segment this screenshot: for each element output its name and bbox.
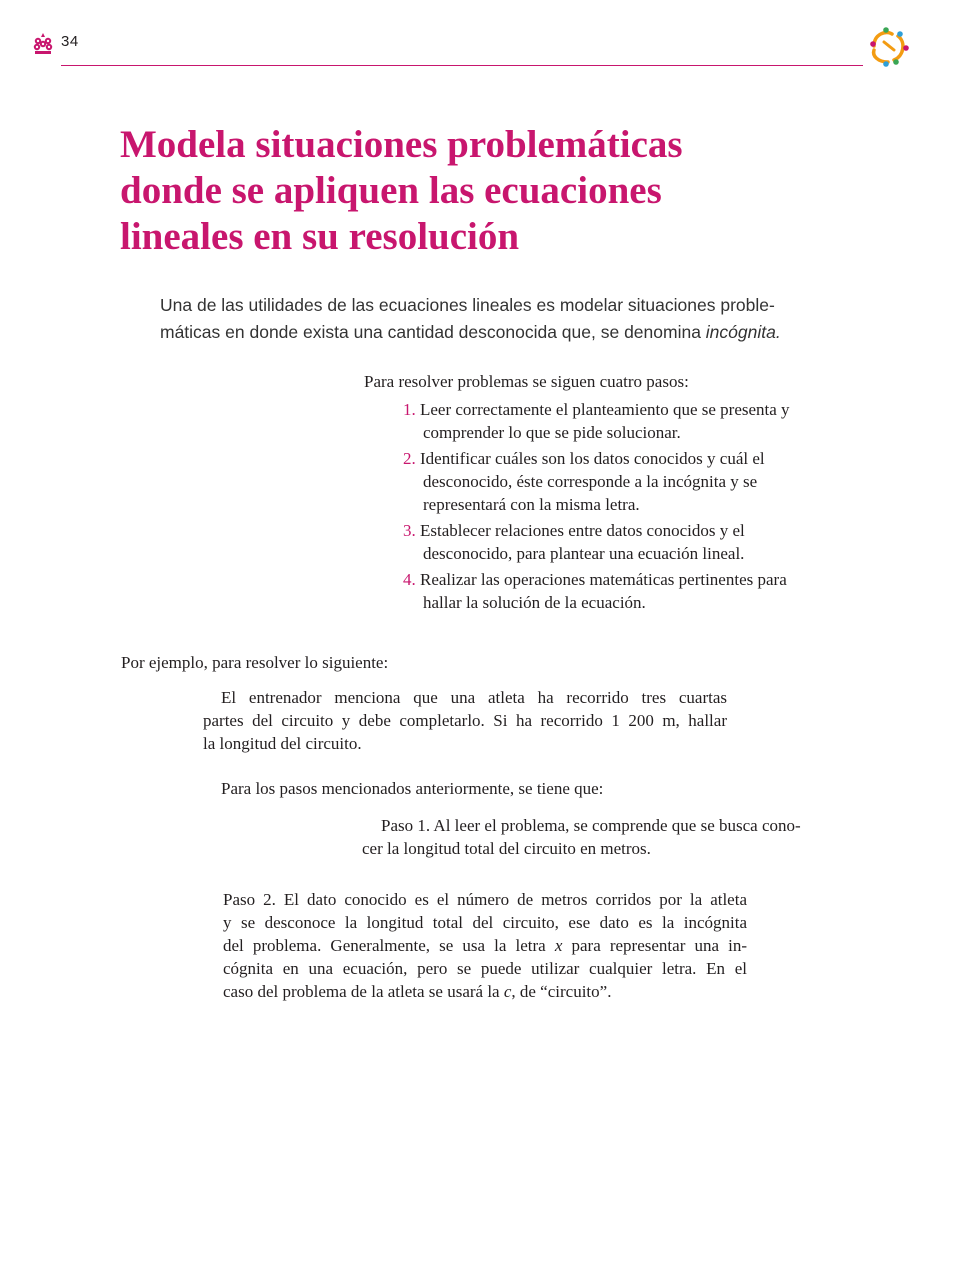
step-number: 3. xyxy=(403,521,416,540)
step-text: representará con la misma letra. xyxy=(423,495,640,514)
people-circle-logo-icon xyxy=(866,26,910,68)
title-line: lineales en su resolución xyxy=(120,215,520,258)
book-emblem-icon xyxy=(33,33,53,55)
paso-2-line: Paso 2. El dato conocido es el número de metros corridos por la atleta xyxy=(223,890,747,909)
intro-paragraph xyxy=(160,292,820,346)
intro-line: Una de las utilidades de las ecuaciones lineales es modelar situaciones proble- xyxy=(160,295,775,315)
paso-1-line: Paso 1. Al leer el problema, se comprende que se busca cono- xyxy=(381,816,801,835)
step-text: Establecer relaciones entre datos conocidos y el xyxy=(420,521,745,540)
intro-term: incógnita. xyxy=(705,322,781,342)
steps-list xyxy=(403,398,843,617)
steps-note: Para los pasos mencionados anteriormente, se tiene que: xyxy=(221,779,604,798)
problem-line: la longitud del circuito. xyxy=(203,734,362,753)
paso-2-text: caso del problema de la atleta se usará la xyxy=(223,982,504,1001)
step-number: 2. xyxy=(403,449,416,468)
paso-2-line: cógnita en una ecuación, pero se puede utilizar cualquier letra. En el xyxy=(223,959,747,978)
step-item xyxy=(403,398,843,444)
example-intro: Por ejemplo, para resolver lo siguiente: xyxy=(121,653,389,672)
step-text: desconocido, para plantear una ecuación lineal. xyxy=(423,544,745,563)
step-text: desconocido, éste corresponde a la incógnita y se xyxy=(423,472,758,491)
paso-2-paragraph xyxy=(223,888,747,1003)
step-item xyxy=(403,568,843,614)
step-item xyxy=(403,519,843,565)
variable-c: c xyxy=(503,982,512,1001)
intro-line xyxy=(160,319,820,346)
problem-statement xyxy=(203,686,727,755)
problem-line: El entrenador menciona que una atleta ha recorrido tres cuartas xyxy=(221,688,727,707)
step-text: Realizar las operaciones matemáticas pertinentes para xyxy=(420,570,787,589)
step-number: 4. xyxy=(403,570,416,589)
step-text: Identificar cuáles son los datos conocidos y cuál el xyxy=(420,449,765,468)
paso-1-line: cer la longitud total del circuito en metros. xyxy=(362,839,651,858)
page-number: 34 xyxy=(61,33,79,50)
problem-line: partes del circuito y debe completarlo. Si ha recorrido 1 200 m, hallar xyxy=(203,711,727,730)
paso-2-line xyxy=(223,980,747,1003)
step-text: Leer correctamente el planteamiento que se presenta y xyxy=(420,400,790,419)
title-line: donde se apliquen las ecuaciones xyxy=(120,169,662,212)
intro-text: máticas en donde exista una cantidad desconocida que, se denomina xyxy=(160,322,706,342)
paso-2-text: del problema. Generalmente, se usa la letra xyxy=(223,936,555,955)
paso-2-text: , de “circuito”. xyxy=(511,982,612,1001)
page-title xyxy=(120,122,860,260)
paso-1-paragraph xyxy=(362,814,848,860)
step-text: comprender lo que se pide solucionar. xyxy=(423,423,681,442)
paso-2-text: para representar una in- xyxy=(562,936,748,955)
step-text: hallar la solución de la ecuación. xyxy=(423,593,646,612)
variable-x: x xyxy=(554,936,563,955)
step-number: 1. xyxy=(403,400,416,419)
title-line: Modela situaciones problemáticas xyxy=(120,123,683,166)
header-divider xyxy=(61,65,863,66)
steps-intro: Para resolver problemas se siguen cuatro pasos: xyxy=(364,372,689,391)
paso-2-line xyxy=(223,934,747,957)
step-item xyxy=(403,447,843,516)
paso-2-line: y se desconoce la longitud total del circuito, ese dato es la incógnita xyxy=(223,913,747,932)
